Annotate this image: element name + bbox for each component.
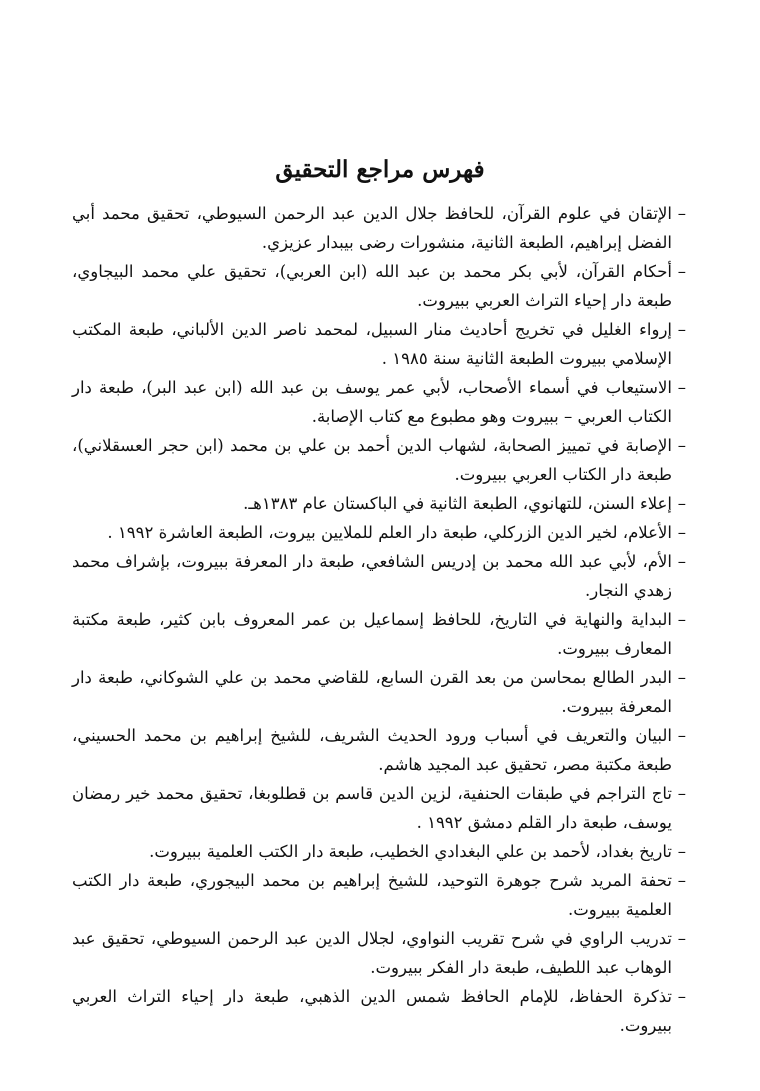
- entry-text: الإصابة في تمييز الصحابة، لشهاب الدين أحمد بن علي بن محمد (ابن حجر العسقلاني)، طبعة دار الكتاب العربي ببيروت.: [72, 436, 672, 484]
- entry-text: الاستيعاب في أسماء الأصحاب، لأبي عمر يوسف بن عبد الله (ابن عبد البر)، طبعة دار الكتاب العربي – ببيروت وهو مطبوع مع كتاب الإصابة.: [72, 378, 672, 426]
- entry-text: تحفة المريد شرح جوهرة التوحيد، للشيخ إبراهيم بن محمد البيجوري، طبعة دار الكتب العلمية ببيروت.: [72, 871, 672, 919]
- reference-entry: [72, 663, 686, 721]
- reference-entry: [72, 605, 686, 663]
- reference-entry: [72, 489, 686, 518]
- entry-dash: –: [677, 436, 686, 455]
- entry-dash: –: [677, 523, 686, 542]
- reference-entry: [72, 315, 686, 373]
- entry-text: إعلاء السنن، للتهانوي، الطبعة الثانية في الباكستان عام ١٣٨٣هـ.: [243, 494, 672, 513]
- entry-text: تاريخ بغداد، لأحمد بن علي البغدادي الخطيب، طبعة دار الكتب العلمية ببيروت.: [149, 842, 672, 861]
- entry-text: الأعلام، لخير الدين الزركلي، طبعة دار العلم للملايين بيروت، الطبعة العاشرة ١٩٩٢ .: [107, 523, 672, 542]
- reference-entry: [72, 431, 686, 489]
- entry-text: البدر الطالع بمحاسن من بعد القرن السابع، للقاضي محمد بن علي الشوكاني، طبعة دار المعرفة ببيروت.: [72, 668, 672, 716]
- reference-entry: [72, 257, 686, 315]
- entry-text: تدريب الراوي في شرح تقريب النواوي، لجلال الدين عبد الرحمن السيوطي، تحقيق عبد الوهاب عبد اللطيف، طبعة دار الفكر ببيروت.: [72, 929, 672, 977]
- entry-dash: –: [677, 784, 686, 803]
- entry-dash: –: [677, 929, 686, 948]
- entry-text: البداية والنهاية في التاريخ، للحافظ إسماعيل بن عمر المعروف بابن كثير، طبعة مكتبة المعارف ببيروت.: [72, 610, 672, 658]
- reference-entry: [72, 721, 686, 779]
- entry-dash: –: [677, 610, 686, 629]
- reference-entry: [72, 866, 686, 924]
- reference-entry: [72, 199, 686, 257]
- entry-text: الأم، لأبي عبد الله محمد بن إدريس الشافعي، طبعة دار المعرفة ببيروت، بإشراف محمد زهدي النجار.: [72, 552, 672, 600]
- entry-dash: –: [677, 987, 686, 1006]
- entry-dash: –: [677, 494, 686, 513]
- reference-entry: [72, 982, 686, 1040]
- entry-dash: –: [677, 871, 686, 890]
- entry-dash: –: [677, 726, 686, 745]
- entry-dash: –: [677, 320, 686, 339]
- entry-text: تذكرة الحفاظ، للإمام الحافظ شمس الدين الذهبي، طبعة دار إحياء التراث العربي ببيروت.: [72, 987, 672, 1035]
- entry-text: الإتقان في علوم القرآن، للحافظ جلال الدين عبد الرحمن السيوطي، تحقيق محمد أبي الفضل إبراهيم، الطبعة الثانية، منشورات رضى بيبدار عزيزي.: [72, 204, 672, 252]
- entry-dash: –: [677, 842, 686, 861]
- reference-entry: [72, 837, 686, 866]
- entry-text: تاج التراجم في طبقات الحنفية، لزين الدين قاسم بن قطلوبغا، تحقيق محمد خير رمضان يوسف، طبعة دار القلم دمشق ١٩٩٢ .: [72, 784, 672, 832]
- reference-entry: [72, 373, 686, 431]
- reference-entry: [72, 779, 686, 837]
- reference-entry: [72, 518, 686, 547]
- entry-text: البيان والتعريف في أسباب ورود الحديث الشريف، للشيخ إبراهيم بن محمد الحسيني، طبعة مكتبة مصر، تحقيق عبد المجيد هاشم.: [72, 726, 672, 774]
- page-title: فهرس مراجع التحقيق: [275, 156, 485, 183]
- entry-dash: –: [677, 204, 686, 223]
- entry-text: إرواء الغليل في تخريج أحاديث منار السبيل، لمحمد ناصر الدين الألباني، طبعة المكتب الإسلامي ببيروت الطبعة الثانية سنة ١٩٨٥ .: [72, 320, 672, 368]
- entry-text: أحكام القرآن، لأبي بكر محمد بن عبد الله (ابن العربي)، تحقيق علي محمد البيجاوي، طبعة دار إحياء التراث العربي ببيروت.: [72, 262, 672, 310]
- entry-dash: –: [677, 378, 686, 397]
- reference-entry: [72, 924, 686, 982]
- reference-entry: [72, 547, 686, 605]
- entry-dash: –: [677, 552, 686, 571]
- reference-list: [72, 199, 686, 1040]
- entry-dash: –: [677, 668, 686, 687]
- entry-dash: –: [677, 262, 686, 281]
